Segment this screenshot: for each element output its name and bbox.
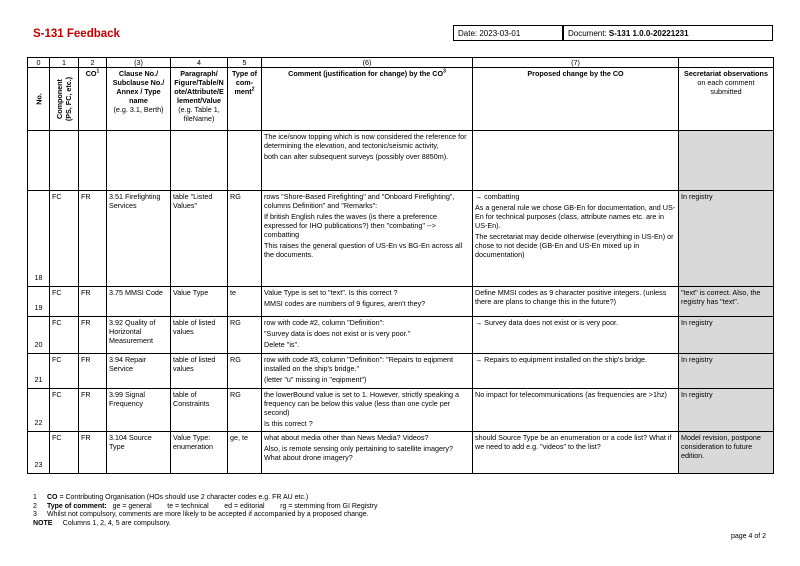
row-type bbox=[228, 131, 262, 191]
page-number: page 4 of 2 bbox=[730, 533, 766, 540]
column-header-row bbox=[28, 68, 774, 131]
row-component bbox=[50, 131, 79, 191]
row-comment-paragraph: Is this correct ? bbox=[264, 419, 313, 428]
row-clause: 3.51 Firefighting Services bbox=[107, 191, 171, 287]
row-secretariat: In registry bbox=[679, 191, 774, 287]
footnote bbox=[33, 494, 378, 503]
row-component: FC bbox=[50, 389, 79, 432]
row-comment-paragraph: "Survey data is does not exist or is very poor." bbox=[264, 329, 411, 338]
row-comment-paragraph: Delete "is". bbox=[264, 340, 300, 349]
row-proposed bbox=[473, 389, 679, 432]
row-paragraph: Value Type: enumeration bbox=[171, 432, 228, 474]
table-row bbox=[28, 432, 774, 474]
column-number: (7) bbox=[473, 58, 679, 68]
row-type: RG bbox=[228, 389, 262, 432]
table-row bbox=[28, 191, 774, 287]
row-number: 21 bbox=[28, 354, 50, 389]
row-component: FC bbox=[50, 191, 79, 287]
footnotes bbox=[33, 494, 378, 528]
column-number: (6) bbox=[262, 58, 473, 68]
row-number bbox=[28, 131, 50, 191]
row-component: FC bbox=[50, 432, 79, 474]
row-proposed-paragraph: → Repairs to equipment installed on the ship's bridge. bbox=[475, 355, 647, 364]
row-proposed bbox=[473, 354, 679, 389]
footnote bbox=[33, 503, 378, 512]
row-paragraph: table of Constraints bbox=[171, 389, 228, 432]
row-comment bbox=[262, 191, 473, 287]
row-co: FR bbox=[79, 354, 107, 389]
table-row bbox=[28, 287, 774, 317]
footnote bbox=[33, 511, 378, 520]
row-secretariat: In registry bbox=[679, 354, 774, 389]
row-comment-paragraph: the lowerBound value is set to 1. However, strictly speaking a frequency can be below this value (less than one cycle per second) bbox=[264, 390, 459, 417]
row-clause bbox=[107, 131, 171, 191]
footnote-text: Columns 1, 2, 4, 5 are compulsory. bbox=[55, 519, 171, 527]
row-clause: 3.92 Quality of Horizontal Measurement bbox=[107, 317, 171, 354]
row-comment bbox=[262, 389, 473, 432]
table-body bbox=[28, 131, 774, 474]
row-co: FR bbox=[79, 432, 107, 474]
row-secretariat bbox=[679, 131, 774, 191]
row-type: te bbox=[228, 287, 262, 317]
header-co: $CO^1$ bbox=[79, 68, 107, 131]
row-comment bbox=[262, 354, 473, 389]
row-comment bbox=[262, 317, 473, 354]
footnote-number: NOTE bbox=[33, 519, 53, 527]
row-proposed-paragraph: Define MMSI codes as 9 character positive integers. (unless there are plans to change this in the future?) bbox=[475, 288, 667, 306]
row-clause: 3.104 Source Type bbox=[107, 432, 171, 474]
row-component: FC bbox=[50, 354, 79, 389]
row-comment-paragraph: Also, is remote sensing only pertaining to satellite imagery? What about drone imagery? bbox=[264, 444, 453, 462]
table-row bbox=[28, 317, 774, 354]
row-proposed-paragraph: → Survey data does not exist or is very poor. bbox=[475, 318, 619, 327]
row-clause: 3.99 Signal Frequency bbox=[107, 389, 171, 432]
row-comment-paragraph: If british English rules the waves (is there a preference expressed for IHO publications?) then "combating" --> combatting bbox=[264, 212, 437, 239]
header-comment: Comment (justification for change) by the $CO^3$ bbox=[262, 68, 473, 131]
row-clause: 3.75 MMSI Code bbox=[107, 287, 171, 317]
footnote-text: Whilst not compulsory, comments are more likely to be accepted if accompanied by a proposed change. bbox=[47, 511, 369, 518]
row-comment-paragraph: The ice/snow topping which is now considered the reference for determining the elevation, and tectonic/seismic activity, bbox=[264, 132, 467, 150]
row-comment-paragraph: row with code #2, column "Definition": bbox=[264, 318, 385, 327]
row-type: ge, te bbox=[228, 432, 262, 474]
column-number: 4 bbox=[171, 58, 228, 68]
row-proposed bbox=[473, 131, 679, 191]
row-proposed-paragraph: No impact for telecommunications (as frequencies are >1hz) bbox=[475, 390, 667, 399]
row-secretariat: Model revision, postpone consideration to future edition. bbox=[679, 432, 774, 474]
row-type: RG bbox=[228, 354, 262, 389]
row-comment-paragraph: Value Type is set to "text". Is this correct ? bbox=[264, 288, 398, 297]
row-comment bbox=[262, 287, 473, 317]
row-proposed bbox=[473, 287, 679, 317]
row-proposed-paragraph: should Source Type be an enumeration or a code list? What if we need to add e.g. "videos" to the list? bbox=[475, 433, 672, 451]
document-value: S-131 1.0.0-20221231 bbox=[608, 29, 689, 38]
row-paragraph: table of listed values bbox=[171, 317, 228, 354]
row-comment-paragraph: (letter "u" missing in "eqipment") bbox=[264, 375, 367, 384]
header-no-label: No. bbox=[34, 93, 43, 105]
header-type: Type of com- ment$^2$ bbox=[228, 68, 262, 131]
row-clause: 3.94 Repair Service bbox=[107, 354, 171, 389]
header-component-label: Component (PS, FC, etc.) bbox=[55, 76, 73, 122]
row-comment-paragraph: rows "Shore-Based Firefighting" and "Onboard Firefighting", columns Definition" and "Remarks": bbox=[264, 192, 455, 210]
row-number: 19 bbox=[28, 287, 50, 317]
document-box bbox=[563, 25, 773, 41]
row-secretariat: In registry bbox=[679, 389, 774, 432]
column-number: 5 bbox=[228, 58, 262, 68]
footnote-text: = Contributing Organisation (HOs should use 2 character codes e.g. FR AU etc.) bbox=[57, 494, 309, 501]
column-number: 0 bbox=[28, 58, 50, 68]
row-paragraph bbox=[171, 131, 228, 191]
row-proposed-paragraph: → combatting bbox=[475, 192, 520, 201]
footnote-number: 2 bbox=[33, 502, 37, 510]
row-comment-paragraph: what about media other than News Media? Videos? bbox=[264, 433, 429, 442]
row-comment bbox=[262, 432, 473, 474]
row-number: 20 bbox=[28, 317, 50, 354]
column-number-row bbox=[28, 58, 774, 68]
row-co bbox=[79, 131, 107, 191]
footnote bbox=[33, 520, 378, 529]
column-number: 2 bbox=[79, 58, 107, 68]
footnote-number: 1 bbox=[33, 494, 37, 501]
row-proposed bbox=[473, 191, 679, 287]
row-paragraph: Value Type bbox=[171, 287, 228, 317]
row-co: FR bbox=[79, 191, 107, 287]
row-number: 18 bbox=[28, 191, 50, 287]
column-number bbox=[679, 58, 774, 68]
row-component: FC bbox=[50, 287, 79, 317]
row-comment-paragraph: MMSI codes are numbers of 9 figures, aren't they? bbox=[264, 299, 426, 308]
row-type: RG bbox=[228, 317, 262, 354]
row-component: FC bbox=[50, 317, 79, 354]
row-number: 22 bbox=[28, 389, 50, 432]
row-proposed-paragraph: As a general rule we chose GB-En for documentation, and US-En for technical purposes (class, attribute names etc. are in US-En). bbox=[475, 203, 676, 230]
row-secretariat: In registry bbox=[679, 317, 774, 354]
row-proposed bbox=[473, 432, 679, 474]
row-co: FR bbox=[79, 389, 107, 432]
column-number: 1 bbox=[50, 58, 79, 68]
header-no bbox=[28, 68, 50, 131]
footnote-label: Type of comment: bbox=[47, 502, 107, 510]
row-proposed-paragraph: The secretariat may decide otherwise (everything in US-En) or chose to not decide (GB-En and US-En mixed up in documentation) bbox=[475, 232, 674, 259]
row-comment-paragraph: This raises the general question of US-En vs BG-En across all the documents. bbox=[264, 241, 463, 259]
header-clause: Clause No./ Subclause No./ Annex / Type name (e.g. 3.1, Berth) bbox=[107, 68, 171, 131]
footnote-text: ge = general te = technical ed = editorial rg = stemming from GI Registry bbox=[106, 502, 378, 510]
row-comment bbox=[262, 131, 473, 191]
row-paragraph: table "Listed Values" bbox=[171, 191, 228, 287]
footnote-number: 3 bbox=[33, 511, 37, 518]
row-number: 23 bbox=[28, 432, 50, 474]
row-secretariat: "text" is correct. Also, the registry has "text". bbox=[679, 287, 774, 317]
row-type: RG bbox=[228, 191, 262, 287]
table-row bbox=[28, 389, 774, 432]
row-proposed bbox=[473, 317, 679, 354]
header-paragraph: Paragraph/ Figure/Table/N ote/Attribute/E lement/Value (e.g. Table 1, fileName) bbox=[171, 68, 228, 131]
header-component bbox=[50, 68, 79, 131]
feedback-table bbox=[27, 57, 774, 474]
row-paragraph: table of listed values bbox=[171, 354, 228, 389]
column-number: (3) bbox=[107, 58, 171, 68]
footnote-label: CO bbox=[47, 494, 58, 501]
table-row bbox=[28, 354, 774, 389]
header-proposed: Proposed change by the CO bbox=[473, 68, 679, 131]
date-box: Date: 2023-03-01 bbox=[453, 25, 563, 41]
table-row bbox=[28, 131, 774, 191]
header-secretariat: Secretariat observations on each comment submitted bbox=[679, 68, 774, 131]
row-comment-paragraph: row with code #3, column "Definition": "Repairs to eqipment installed on the ship's bridge." bbox=[264, 355, 454, 373]
document-label: Document: bbox=[568, 29, 607, 38]
row-comment-paragraph: both can alter subsequent surveys (possibly over 8850m). bbox=[264, 152, 449, 161]
row-co: FR bbox=[79, 287, 107, 317]
page-title: S-131 Feedback bbox=[33, 28, 120, 40]
row-co: FR bbox=[79, 317, 107, 354]
